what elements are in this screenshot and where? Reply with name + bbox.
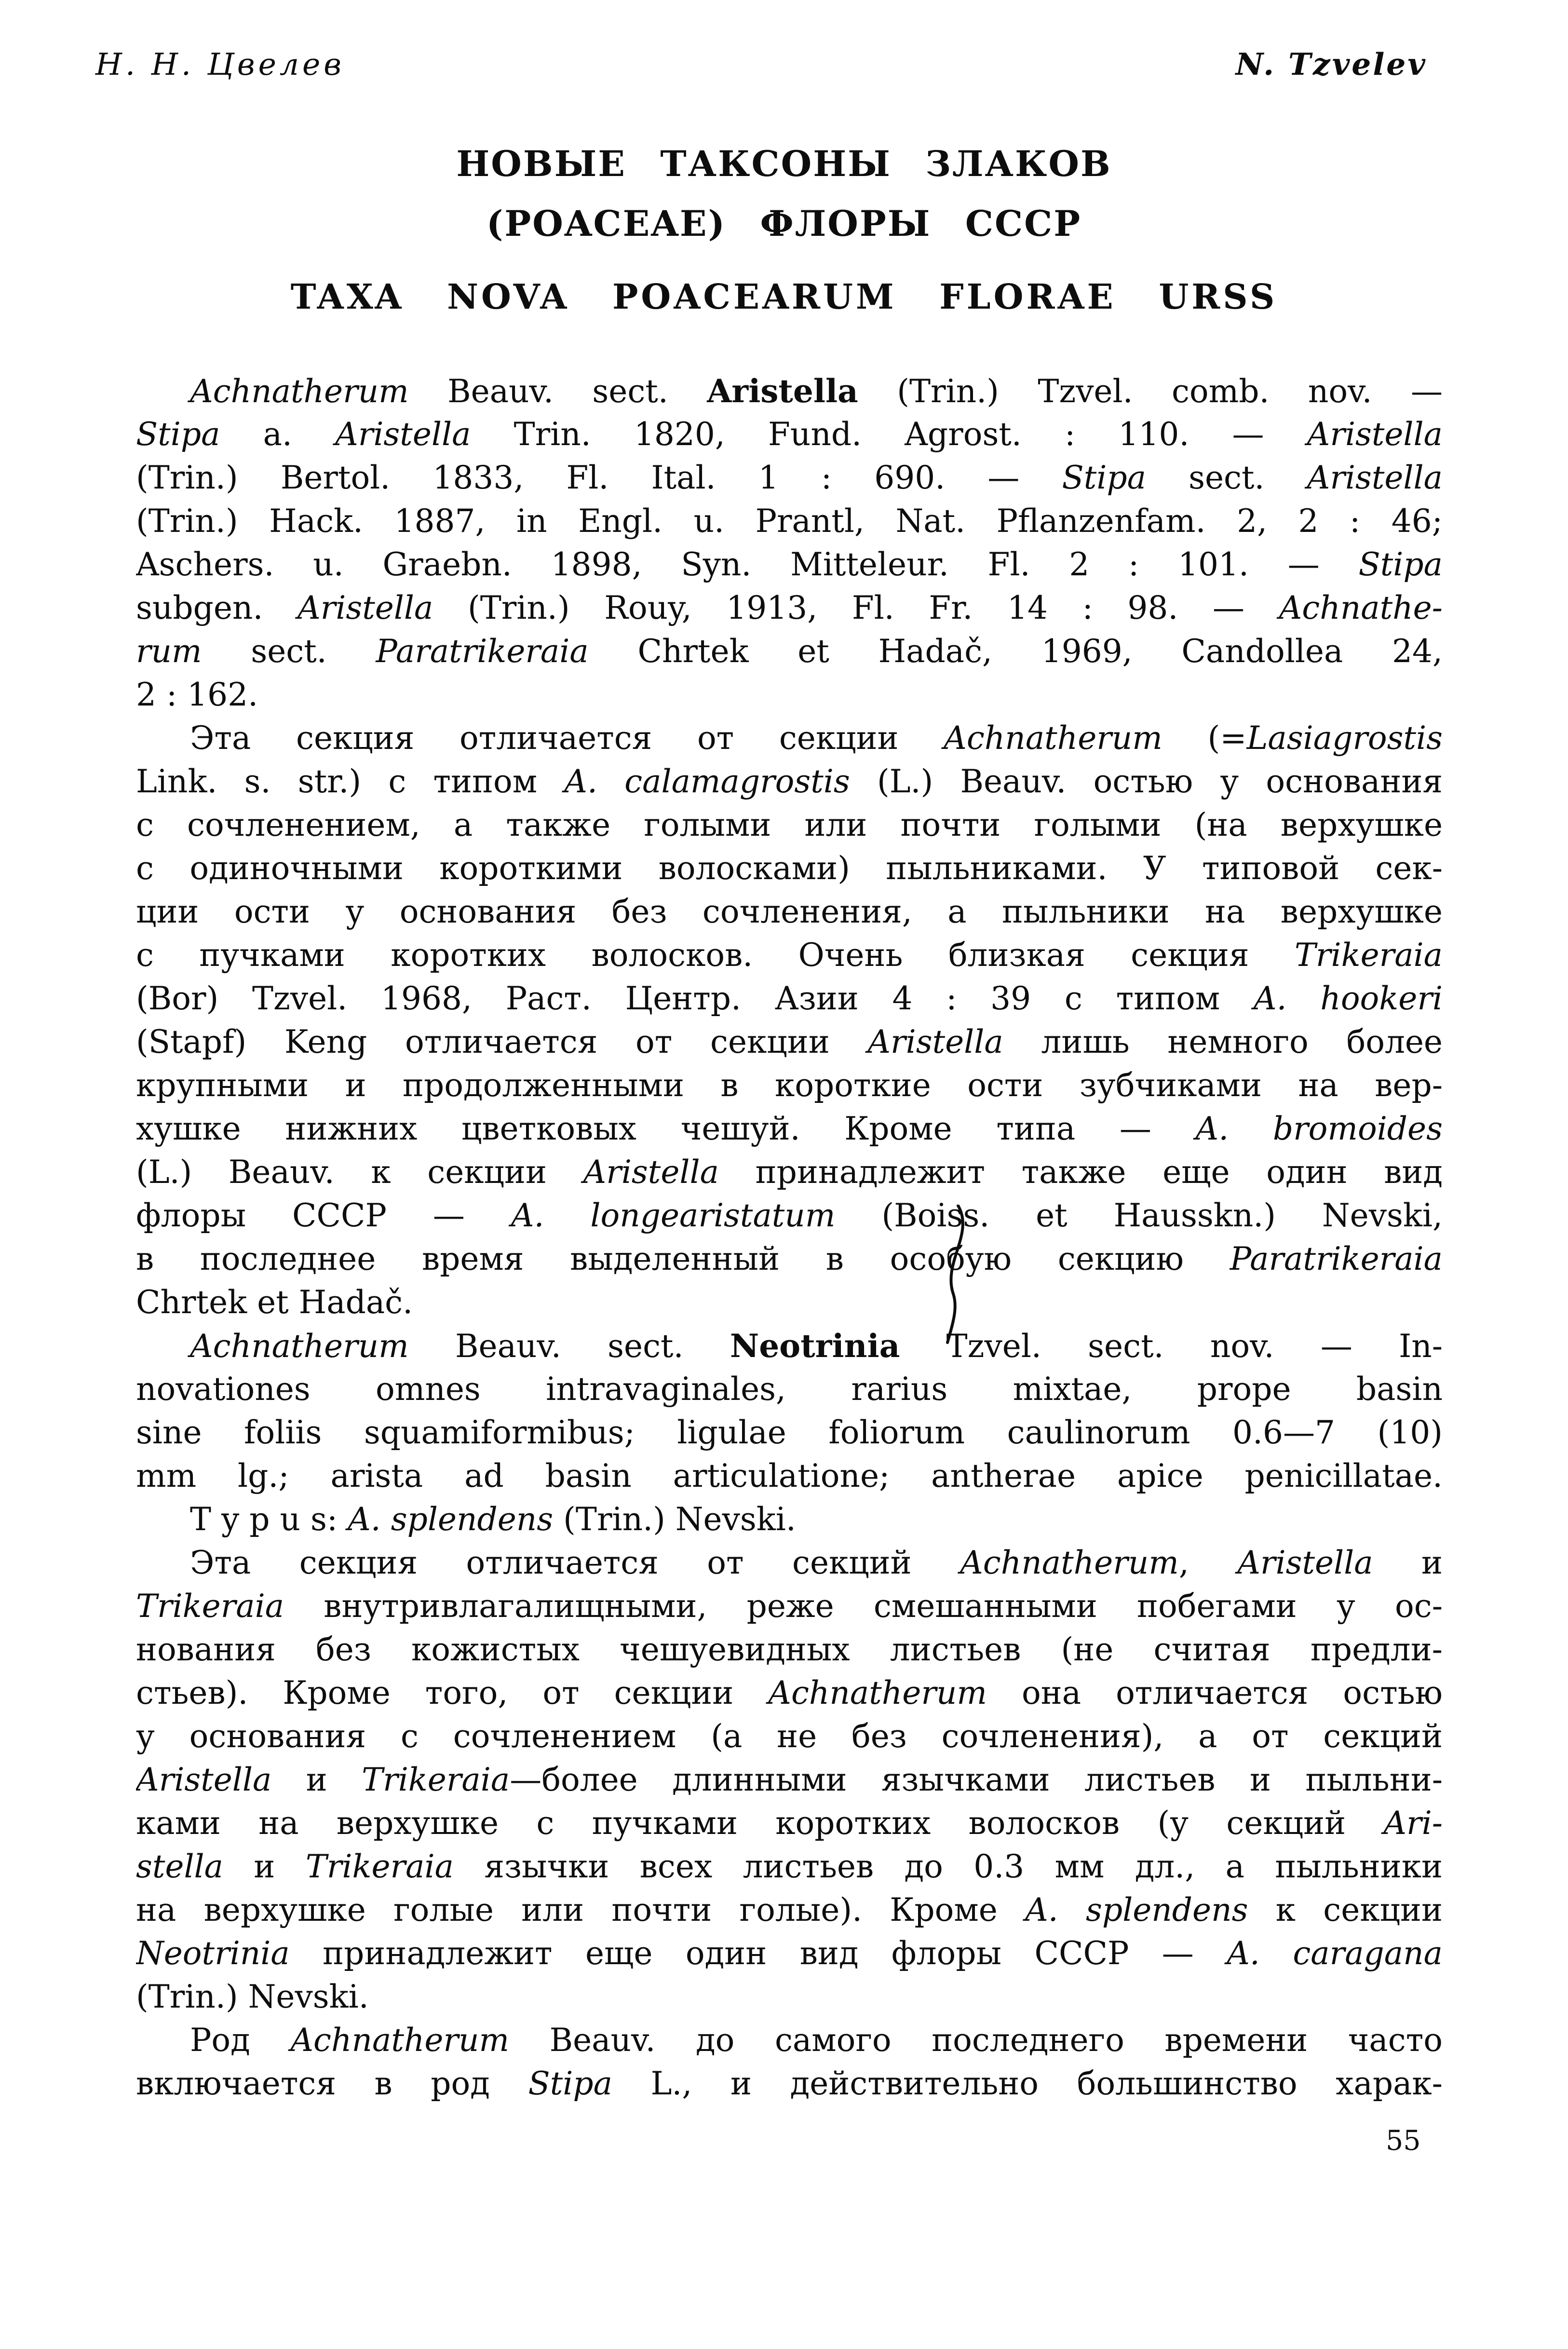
text-segment: A. bromoides — [1195, 1110, 1443, 1147]
text-segment: Stipa — [1358, 546, 1443, 583]
text-line — [136, 456, 1443, 500]
text-line — [136, 1628, 1443, 1671]
text-segment: Эта секция отличается от секции — [190, 720, 944, 757]
text-segment: Эта секция отличается от секций — [190, 1544, 960, 1581]
text-segment: флоры СССР — — [136, 1197, 511, 1234]
text-segment: Neotrinia — [730, 1327, 900, 1365]
text-line — [136, 2062, 1443, 2105]
text-segment: (Stapf) Keng отличается от секции — [136, 1023, 868, 1060]
text-segment: Beauv. sect. — [408, 373, 707, 410]
text-line — [136, 890, 1443, 934]
text-segment: (= — [1162, 720, 1247, 757]
text-segment: (Bor) Tzvel. 1968, Раст. Центр. Азии 4 : 39 с типом — [136, 980, 1254, 1017]
text-segment: Aristella — [583, 1154, 719, 1191]
text-segment: с пучками коротких волосков. Очень близкая секция — [136, 937, 1295, 974]
text-segment: Aristella — [867, 1023, 1003, 1060]
text-segment: Stipa — [136, 416, 220, 453]
text-line — [136, 1498, 1443, 1541]
text-line — [136, 1671, 1443, 1715]
text-segment: и — [271, 1761, 362, 1798]
text-segment: Ari- — [1383, 1805, 1443, 1842]
text-segment: и — [1373, 1544, 1443, 1581]
text-line — [136, 1368, 1443, 1411]
text-segment: включается в род — [136, 2065, 528, 2102]
text-segment: нования без кожистых чешуевидных листьев (не считая предли- — [136, 1631, 1443, 1668]
text-segment: (Trin.) Tzvel. comb. nov. — — [858, 373, 1443, 410]
text-segment: Aristella — [136, 1761, 272, 1798]
text-segment: принадлежит еще один вид флоры СССР — — [289, 1935, 1227, 1972]
text-segment: Stipa — [1062, 459, 1146, 496]
text-segment: A. longearistatum — [511, 1197, 836, 1234]
text-segment: sect. — [202, 633, 376, 670]
text-segment: L., и действительно большинство харак- — [612, 2065, 1443, 2102]
text-line — [136, 717, 1443, 760]
text-segment: Trin. 1820, Fund. Agrost. : 110. — — [471, 416, 1307, 453]
text-line — [136, 934, 1443, 977]
text-segment: Aristella — [707, 372, 858, 410]
running-head — [95, 46, 1427, 82]
text-segment: (Trin.) Nevski. — [136, 1978, 369, 2015]
text-line — [136, 1845, 1443, 1888]
text-segment: Beauv. до самого последнего времени часто — [509, 2022, 1443, 2059]
text-segment: Aristella — [335, 416, 471, 453]
text-segment: (Trin.) Nevski. — [553, 1501, 796, 1538]
scan-artifact-mark — [928, 1205, 1000, 1344]
text-line — [136, 369, 1443, 413]
text-segment: ции ости у основания без сочленения, а пыльники на верхушке — [136, 893, 1443, 930]
text-segment: Aristella — [1307, 459, 1443, 496]
text-segment: Achnatherum — [290, 2022, 510, 2059]
paragraph — [136, 2019, 1443, 2105]
text-segment: хушке нижних цветковых чешуй. Кроме типа — — [136, 1110, 1196, 1147]
text-line — [136, 673, 1443, 717]
paragraph — [136, 1541, 1443, 2019]
text-segment: (Trin.) Hack. 1887, in Engl. u. Prantl, Nat. Pflanzenfam. 2, 2 : 46; — [136, 502, 1443, 540]
text-line — [136, 2019, 1443, 2062]
paragraph — [136, 1324, 1443, 1498]
text-segment: subgen. — [136, 589, 298, 626]
text-line — [136, 1020, 1443, 1064]
text-line — [136, 1411, 1443, 1454]
text-segment: sine foliis squamiformibus; ligulae foliorum caulinorum 0.6—7 (10) — [136, 1414, 1443, 1451]
author-name-russian: Н. Н. Цвелев — [95, 47, 345, 82]
text-segment: (Boiss. et Hausskn.) Nevski, — [835, 1197, 1443, 1234]
text-segment: (L.) Beauv. остью у основания — [850, 763, 1443, 800]
text-line — [136, 586, 1443, 630]
text-segment: с сочленением, а также голыми или почти голыми (на верхушке — [136, 806, 1443, 843]
paragraph — [136, 1498, 1443, 1541]
text-segment: Beauv. sect. — [408, 1328, 730, 1365]
text-segment: A. hookeri — [1253, 980, 1443, 1017]
text-segment: Род — [190, 2022, 291, 2059]
text-segment: mm lg.; arista ad basin articulatione; antherae apice penicillatae. — [136, 1457, 1443, 1494]
text-segment: у основания с сочленением (а не без сочленения), а от секций — [136, 1718, 1443, 1755]
text-line — [136, 1324, 1443, 1368]
text-line — [136, 1888, 1443, 1932]
text-segment: —более длинными язычками листьев и пыльни- — [510, 1761, 1443, 1798]
text-segment: Aristella — [1237, 1544, 1373, 1581]
text-segment: Aristella — [1307, 416, 1443, 453]
text-line — [136, 543, 1443, 586]
text-segment: она отличается остью — [987, 1674, 1443, 1711]
text-segment: ками на верхушке с пучками коротких волосков (у секций — [136, 1805, 1384, 1842]
text-segment: stella — [136, 1848, 224, 1885]
text-segment: Lasiagrostis — [1246, 720, 1443, 757]
text-segment: Trikeraia — [1294, 937, 1443, 974]
text-segment: Trikeraia — [362, 1761, 510, 1798]
text-segment: в последнее время выделенный в особую секцию — [136, 1240, 1230, 1277]
text-segment: лишь немного более — [1003, 1023, 1443, 1060]
text-line — [136, 1758, 1443, 1802]
text-segment: Chrtek et Hadač, 1969, Candollea 24, — [588, 633, 1443, 670]
text-line — [136, 1194, 1443, 1237]
text-segment: Link. s. str.) с типом — [136, 763, 565, 800]
body-text — [136, 369, 1443, 2105]
article-title-russian-line2: (POACEAE) ФЛОРЫ СССР — [486, 203, 1082, 244]
text-segment: A. caragana — [1227, 1935, 1443, 1972]
text-segment: Achnatherum — [960, 1544, 1179, 1581]
text-segment: Achnatherum — [944, 720, 1162, 757]
text-segment: Paratrikeraia — [376, 633, 589, 670]
text-segment: внутривлагалищными, реже смешанными побегами у ос- — [284, 1588, 1443, 1625]
text-line — [136, 500, 1443, 543]
text-segment: novationes omnes intravaginales, rarius mixtae, prope basin — [136, 1371, 1443, 1408]
article-title-latin: TAXA NOVA POACEARUM FLORAE URSS — [290, 276, 1278, 317]
text-segment: Achnatherum — [190, 373, 409, 410]
text-segment: Aschers. u. Graebn. 1898, Syn. Mitteleur. Fl. 2 : 101. — — [136, 546, 1359, 583]
text-segment: sect. — [1146, 459, 1307, 496]
text-line — [136, 413, 1443, 456]
text-segment: Paratrikeraia — [1230, 1240, 1443, 1277]
text-line — [136, 803, 1443, 847]
text-line — [136, 1585, 1443, 1628]
text-segment: 2 : 162. — [136, 676, 258, 713]
text-segment: принадлежит также еще один вид — [718, 1154, 1443, 1191]
text-segment: Trikeraia — [305, 1848, 454, 1885]
paragraph — [136, 717, 1443, 1324]
text-segment: стьев). Кроме того, от секции — [136, 1674, 769, 1711]
page-number: 55 — [1386, 2125, 1421, 2157]
text-line — [136, 1715, 1443, 1758]
text-segment: Achnathe- — [1279, 589, 1443, 626]
text-segment: к секции — [1248, 1891, 1443, 1928]
text-segment: (Trin.) Bertol. 1833, Fl. Ital. 1 : 690. — — [136, 459, 1062, 496]
author-name-latin: N. Tzvelev — [1235, 46, 1427, 82]
text-line — [136, 1064, 1443, 1107]
text-line — [136, 847, 1443, 890]
text-line — [136, 977, 1443, 1020]
text-segment: Achnatherum — [768, 1674, 987, 1711]
text-segment: Neotrinia — [136, 1935, 290, 1972]
text-line — [136, 1802, 1443, 1845]
article-title-russian-line1: НОВЫЕ ТАКСОНЫ ЗЛАКОВ — [456, 143, 1112, 185]
text-segment: T y p u s: — [190, 1501, 348, 1538]
text-segment: язычки всех листьев до 0.3 мм дл., а пыльники — [453, 1848, 1443, 1885]
text-segment: и — [223, 1848, 306, 1885]
text-segment: Tzvel. sect. nov. — In- — [900, 1328, 1443, 1365]
text-line — [136, 760, 1443, 803]
text-segment: крупными и продолженными в короткие ости зубчиками на вер- — [136, 1067, 1443, 1104]
text-segment: (L.) Beauv. к секции — [136, 1154, 583, 1191]
text-line — [136, 1151, 1443, 1194]
text-segment: с одиночными короткими волосками) пыльниками. У типовой сек- — [136, 850, 1443, 887]
text-line — [136, 630, 1443, 673]
text-segment: Achnatherum — [190, 1328, 409, 1365]
text-line — [136, 1107, 1443, 1151]
text-line — [136, 1541, 1443, 1585]
text-line — [136, 1237, 1443, 1281]
text-line — [136, 1281, 1443, 1324]
text-segment: Stipa — [528, 2065, 612, 2102]
paragraph — [136, 369, 1443, 717]
text-segment: A. splendens — [348, 1501, 554, 1538]
text-segment: Chrtek et Hadač. — [136, 1284, 413, 1321]
text-line — [136, 1932, 1443, 1975]
text-segment: a. — [220, 416, 336, 453]
text-segment: , — [1178, 1544, 1238, 1581]
text-segment: rum — [136, 633, 202, 670]
text-segment: на верхушке голые или почти голые). Кроме — [136, 1891, 1026, 1928]
text-segment: (Trin.) Rouy, 1913, Fl. Fr. 14 : 98. — — [433, 589, 1279, 626]
text-line — [136, 1454, 1443, 1498]
text-segment: Trikeraia — [136, 1588, 284, 1625]
text-line — [136, 1975, 1443, 2019]
text-segment: A. splendens — [1025, 1891, 1248, 1928]
text-segment: A. calamagrostis — [564, 763, 850, 800]
text-segment: Aristella — [297, 589, 433, 626]
